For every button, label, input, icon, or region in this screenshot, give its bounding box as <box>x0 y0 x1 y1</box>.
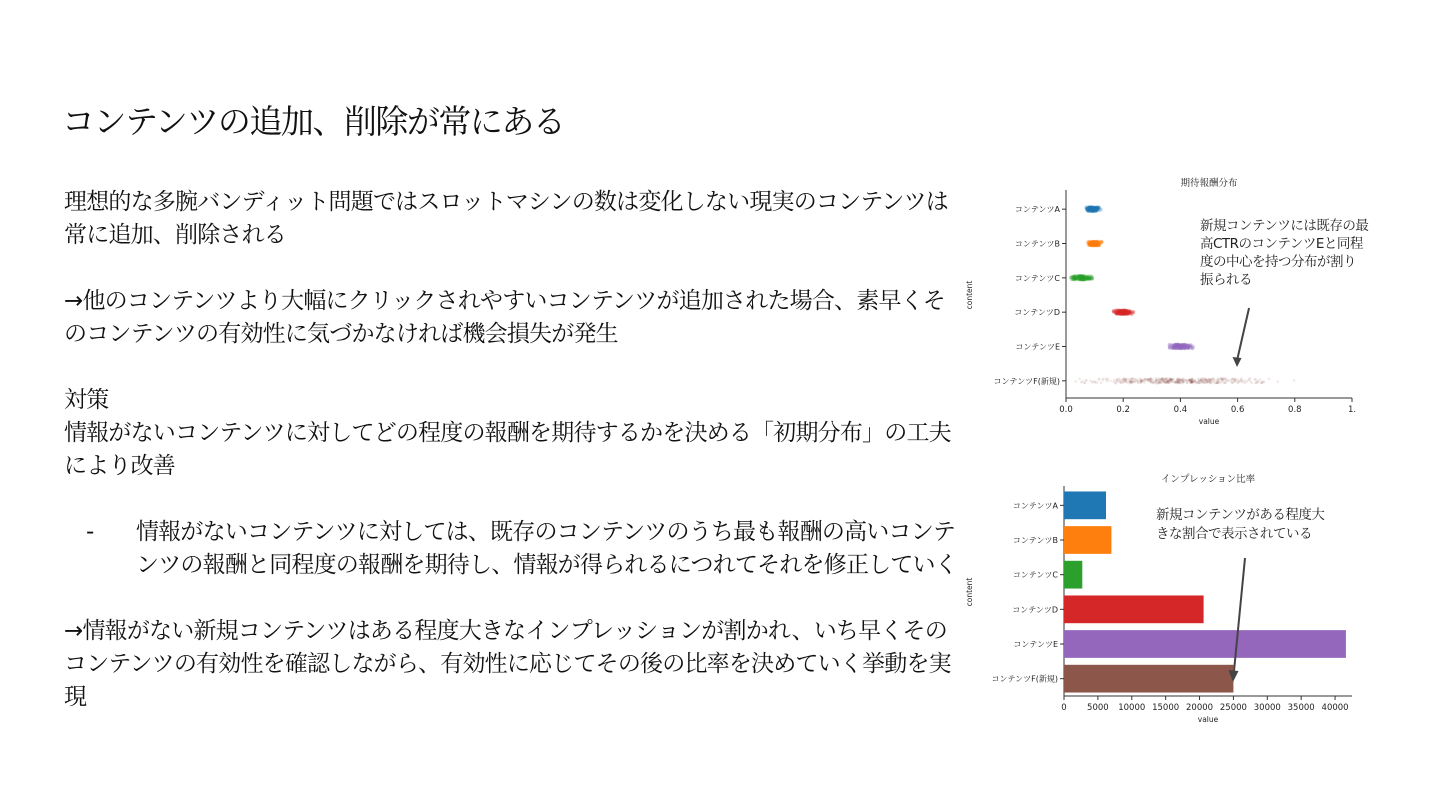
x-tick-label: 20000 <box>1186 703 1214 713</box>
series-4-points <box>1112 308 1136 315</box>
series-2-points <box>1086 240 1104 248</box>
data-point <box>1143 381 1146 384</box>
x-tick-label: 15000 <box>1152 703 1180 713</box>
data-point <box>1225 378 1228 381</box>
data-point <box>1259 378 1262 381</box>
data-point <box>1209 381 1212 384</box>
data-point <box>1248 378 1251 381</box>
data-point <box>1109 380 1112 383</box>
slide-title: コンテンツの追加、削除が常にある <box>62 102 565 141</box>
y-tick-label: コンテンツB <box>1012 536 1058 545</box>
data-point <box>1125 379 1128 382</box>
y-tick-label: コンテンツA <box>1012 501 1058 511</box>
y-tick-label: コンテンツB <box>1014 239 1060 249</box>
data-point <box>1137 381 1140 384</box>
data-point <box>1100 382 1103 385</box>
data-point <box>1113 379 1116 382</box>
data-point <box>1133 380 1136 383</box>
x-tick-label: 35000 <box>1287 703 1315 713</box>
data-point <box>1125 310 1129 314</box>
data-point <box>1098 377 1101 380</box>
annotation-line: 振られる <box>1200 272 1252 288</box>
y-axis-label: content <box>965 577 974 607</box>
x-tick-label: 1. <box>1347 405 1357 415</box>
y-tick-label: コンテンツE <box>1015 342 1060 352</box>
data-point <box>1205 379 1208 382</box>
y-tick-label: コンテンツF(新規) <box>993 376 1060 386</box>
x-tick-label: 0.8 <box>1288 405 1302 415</box>
data-point <box>1214 382 1217 385</box>
data-point <box>1191 381 1194 384</box>
data-point <box>1085 379 1088 382</box>
data-point <box>1240 377 1243 380</box>
data-point <box>1122 312 1126 316</box>
data-point <box>1163 379 1166 382</box>
data-point <box>1095 244 1099 248</box>
paragraph-consequence: →他のコンテンツより大幅にクリックされやすいコンテンツが追加された場合、素早くそのコンテンツの有効性に気づかなければ機会損失が発生 <box>64 288 946 347</box>
data-point <box>1194 379 1197 382</box>
data-point <box>1276 380 1279 383</box>
data-point <box>1139 377 1142 380</box>
data-point <box>1090 242 1094 246</box>
data-point <box>1101 379 1104 382</box>
data-point <box>1186 379 1189 382</box>
data-point <box>1261 381 1264 384</box>
annotation-arrow-head <box>1233 357 1242 367</box>
bar <box>1064 630 1346 658</box>
series-1-points <box>1084 205 1103 213</box>
bullet-item <box>64 516 959 582</box>
data-point <box>1145 379 1148 382</box>
data-point <box>1186 382 1189 385</box>
data-point <box>1189 378 1192 381</box>
data-point <box>1224 381 1227 384</box>
data-point <box>1072 278 1076 282</box>
data-point <box>1220 377 1223 380</box>
data-point <box>1185 346 1189 350</box>
slide-body <box>64 186 959 714</box>
data-point <box>1118 380 1121 383</box>
data-point <box>1149 378 1152 381</box>
y-axis-label: content <box>965 280 974 310</box>
x-tick-label: 0.4 <box>1173 405 1188 415</box>
bar <box>1064 665 1233 693</box>
bar <box>1064 526 1111 554</box>
data-point <box>1090 206 1094 210</box>
data-point <box>1254 378 1257 381</box>
data-point <box>1180 344 1184 348</box>
x-axis-label: value <box>1197 715 1219 724</box>
data-point <box>1209 378 1212 381</box>
data-point <box>1234 380 1237 383</box>
series-6-points <box>1075 377 1296 385</box>
data-point <box>1121 381 1124 384</box>
y-tick-label: コンテンツE <box>1013 640 1058 649</box>
paragraph-result: →情報がない新規コンテンツはある程度大きなインプレッションが割かれ、いち早くそのコンテンツの有効性を確認しながら、有効性に応じてその後の比率を決めていく挙動を実現 <box>64 618 951 710</box>
annotation-line: 新規コンテンツがある程度大 <box>1156 507 1325 523</box>
data-point <box>1078 275 1082 279</box>
data-point <box>1173 380 1176 383</box>
data-point <box>1168 346 1172 350</box>
data-point <box>1094 381 1097 384</box>
annotation-arrow-shaft <box>1238 308 1249 358</box>
bullet-text: 情報がないコンテンツに対しては、既存のコンテンツのうち最も報酬の高いコンテンツの報酬と同程度の報酬を期待し、情報が得られるにつれてそれを修正していく <box>136 519 957 578</box>
data-point <box>1106 380 1109 383</box>
y-tick-label: コンテンツC <box>1014 273 1060 283</box>
data-point <box>1231 381 1234 384</box>
data-point <box>1179 380 1182 383</box>
data-point <box>1200 379 1203 382</box>
data-point <box>1218 380 1221 383</box>
bar <box>1064 561 1082 589</box>
x-tick-label: 0.0 <box>1059 405 1073 415</box>
data-point <box>1169 377 1172 380</box>
x-tick-label: 0.6 <box>1230 405 1245 415</box>
x-tick-label: 0 <box>1061 703 1067 713</box>
y-tick-label: コンテンツD <box>1014 308 1060 318</box>
x-axis-label: value <box>1198 417 1220 426</box>
chart-title: 期待報酬分布 <box>1180 178 1238 189</box>
bar <box>1064 595 1204 623</box>
bullet-marker: - <box>86 519 94 545</box>
series-3-points <box>1069 274 1094 282</box>
data-point <box>1268 378 1271 381</box>
data-point <box>1165 377 1168 380</box>
x-tick-label: 10000 <box>1118 703 1146 713</box>
data-point <box>1197 379 1200 382</box>
chart-title: インプレッション比率 <box>1160 474 1256 485</box>
annotation-line: きな割合で表示されている <box>1156 526 1312 542</box>
paragraph-problem: 理想的な多腕バンディット問題ではスロットマシンの数は変化しない現実のコンテンツは常に追加、削除される <box>64 189 948 248</box>
data-point <box>1078 378 1081 381</box>
data-point <box>1099 240 1103 244</box>
data-point <box>1151 378 1154 381</box>
impression-ratio-chart <box>960 466 1400 736</box>
annotation-line: 度の中心を持つ分布が割り <box>1200 254 1356 270</box>
data-point <box>1130 378 1133 381</box>
bar <box>1064 491 1106 519</box>
y-tick-label: コンテンツF(新規) <box>991 674 1058 684</box>
data-point <box>1257 379 1260 382</box>
data-point <box>1071 275 1075 279</box>
data-point <box>1236 378 1239 381</box>
data-point <box>1140 381 1143 384</box>
annotation-line: 新規コンテンツには既存の最 <box>1200 218 1369 234</box>
data-point <box>1118 309 1122 313</box>
data-point <box>1293 379 1296 382</box>
x-tick-label: 5000 <box>1087 703 1109 713</box>
data-point <box>1143 378 1146 381</box>
data-point <box>1251 382 1254 385</box>
data-point <box>1115 312 1119 316</box>
data-point <box>1083 277 1087 281</box>
data-point <box>1189 345 1193 349</box>
data-point <box>1153 380 1156 383</box>
data-point <box>1130 382 1133 385</box>
paragraph-countermeasure: 情報がないコンテンツに対してどの程度の報酬を期待するかを決める「初期分布」の工夫により改善 <box>64 420 951 479</box>
x-tick-label: 25000 <box>1219 703 1247 713</box>
y-tick-label: コンテンツD <box>1012 605 1058 615</box>
x-tick-label: 40000 <box>1321 703 1349 713</box>
data-point <box>1116 378 1119 381</box>
countermeasure-heading: 対策 <box>64 387 109 413</box>
data-point <box>1175 345 1179 349</box>
data-point <box>1167 380 1170 383</box>
data-point <box>1182 380 1185 383</box>
data-point <box>1115 382 1118 385</box>
data-point <box>1191 378 1194 381</box>
x-tick-label: 30000 <box>1253 703 1281 713</box>
y-tick-label: コンテンツA <box>1014 205 1060 215</box>
data-point <box>1211 377 1214 380</box>
annotation-line: 高CTRのコンテンツEと同程 <box>1200 236 1363 252</box>
data-point <box>1091 381 1094 384</box>
data-point <box>1075 380 1078 383</box>
data-point <box>1245 380 1248 383</box>
data-point <box>1137 379 1140 382</box>
series-5-points <box>1167 343 1195 351</box>
data-point <box>1083 381 1086 384</box>
y-tick-label: コンテンツC <box>1012 570 1058 580</box>
data-point <box>1086 208 1090 212</box>
x-tick-label: 0.2 <box>1116 405 1130 415</box>
data-point <box>1158 378 1161 381</box>
data-point <box>1237 381 1240 384</box>
expected-reward-chart <box>960 170 1400 440</box>
